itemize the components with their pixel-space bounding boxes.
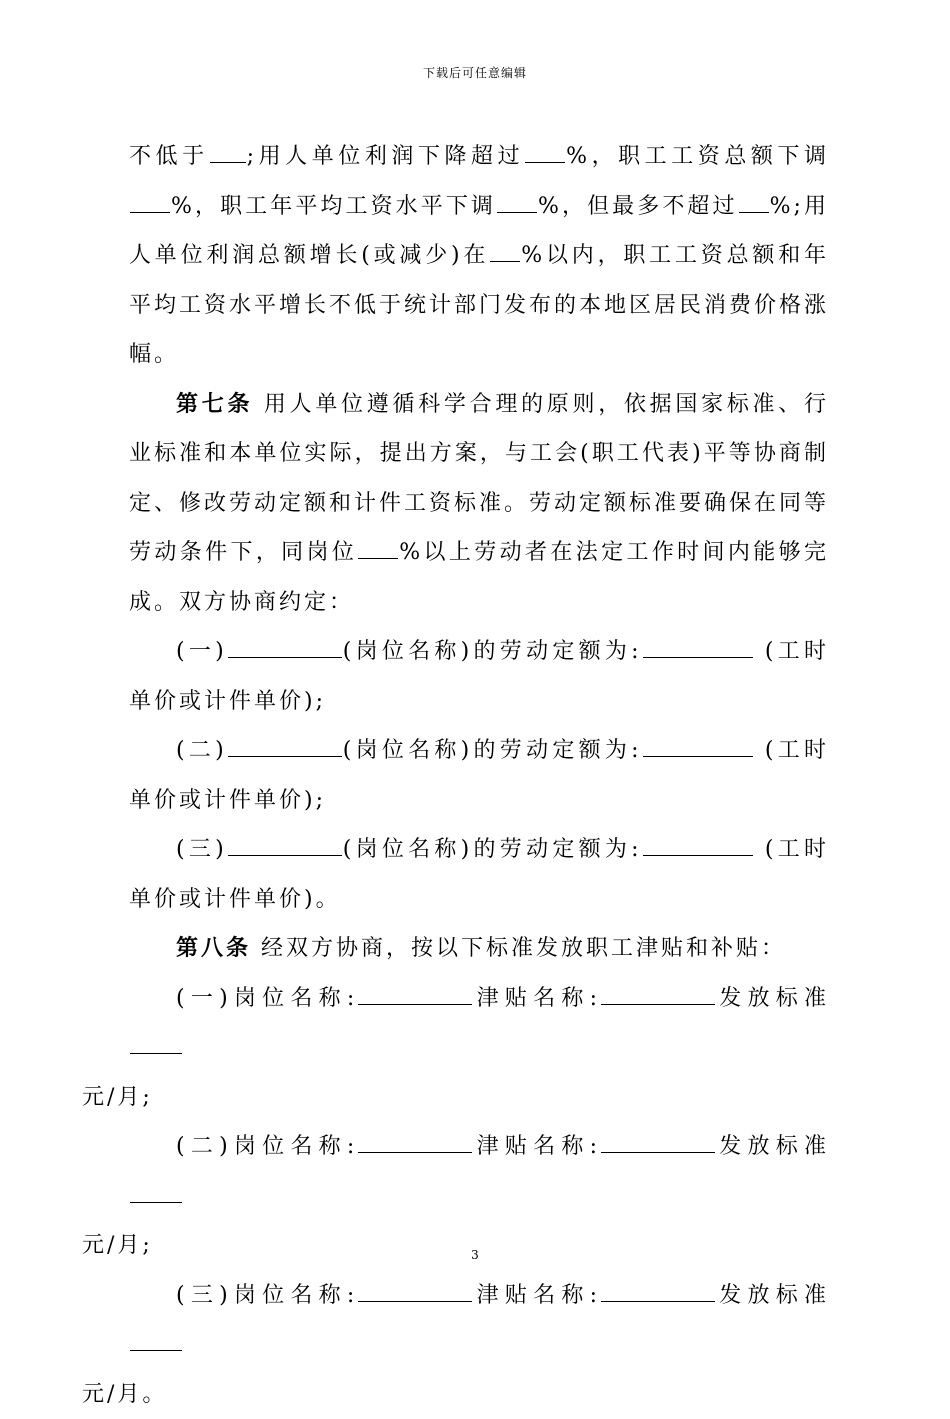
- quota-item-2: [129, 726, 829, 825]
- item-number: (一): [176, 639, 227, 664]
- text-run: 元/月;: [82, 1233, 153, 1258]
- text-run: (岗位名称)的劳动定额为:: [343, 837, 642, 862]
- text-run: (工时单价或计件单价);: [129, 639, 829, 714]
- text-run: ;用人单位利润下降超过: [247, 144, 524, 169]
- text-run: 元/月;: [82, 1085, 153, 1110]
- text-run: %，但最多不超过: [538, 194, 738, 219]
- text-run: (工时单价或计件单价)。: [129, 837, 829, 912]
- blank-field[interactable]: [497, 190, 537, 213]
- text-run: 发放标准: [716, 1134, 829, 1159]
- text-run: 不低于: [129, 144, 209, 169]
- blank-field[interactable]: [358, 1279, 472, 1302]
- blank-field[interactable]: [525, 140, 565, 163]
- text-run: %以上劳动者在法定工作时间内能够完成。双方协商约定：: [129, 540, 829, 615]
- quota-item-1: [129, 627, 829, 726]
- item-number: (二): [176, 738, 227, 763]
- blank-field[interactable]: [358, 1130, 472, 1153]
- text-run: (工时单价或计件单价);: [129, 738, 829, 813]
- blank-field[interactable]: [130, 190, 170, 213]
- article-7-heading: 第七条: [176, 391, 253, 417]
- page-number: 3: [0, 1248, 950, 1262]
- text-run: 岗位名称:: [231, 986, 358, 1011]
- quota-item-3: [129, 825, 829, 924]
- text-run: (岗位名称)的劳动定额为:: [343, 639, 642, 664]
- item-number: (一): [176, 986, 231, 1011]
- blank-field[interactable]: [228, 833, 342, 856]
- blank-field[interactable]: [643, 635, 753, 658]
- text-run: 岗位名称:: [231, 1283, 358, 1308]
- text-run: %，职工工资总额下调: [566, 144, 829, 169]
- article-8: [129, 924, 829, 974]
- blank-field[interactable]: [210, 140, 246, 163]
- text-run: 津贴名称:: [473, 1283, 600, 1308]
- text-run: %以内，职工工资总额和年平均工资水平增长不低于统计部门发布的本地区居民消费价格涨幅。: [129, 243, 829, 367]
- allowance-item-1: [129, 974, 829, 1123]
- blank-field[interactable]: [643, 734, 753, 757]
- blank-field[interactable]: [130, 1180, 182, 1203]
- text-run: 经双方协商，按以下标准发放职工津贴和补贴：: [251, 936, 786, 961]
- blank-field[interactable]: [601, 982, 715, 1005]
- blank-field[interactable]: [601, 1279, 715, 1302]
- blank-field[interactable]: [228, 635, 342, 658]
- paragraph-continuation: [129, 132, 829, 380]
- allowance-item-3: [129, 1271, 829, 1419]
- blank-field[interactable]: [739, 190, 769, 213]
- text-run: 用人单位遵循科学合理的原则，依据国家标准、行业标准和本单位实际，提出方案，与工会(职工代表)平等协商制定、修改劳动定额和计件工资标准。劳动定额标准要确保在同等劳动条件下，同岗位: [129, 392, 829, 566]
- blank-field[interactable]: [130, 1328, 182, 1351]
- article-8-heading: 第八条: [176, 935, 251, 961]
- text-run: 岗位名称:: [231, 1134, 358, 1159]
- blank-field[interactable]: [601, 1130, 715, 1153]
- blank-field[interactable]: [643, 833, 753, 856]
- text-run: %，: [171, 194, 220, 219]
- text-run: 发放标准: [716, 1283, 829, 1308]
- text-run: 元/月。: [82, 1382, 167, 1407]
- text-run: (岗位名称)的劳动定额为:: [343, 738, 642, 763]
- text-run: 发放标准: [716, 986, 829, 1011]
- text-run: 职工年平均工资水平下调: [220, 194, 496, 219]
- text-run: 津贴名称:: [473, 986, 600, 1011]
- article-7: [129, 380, 829, 628]
- page-header: 下载后可任意编辑: [0, 64, 950, 81]
- blank-field[interactable]: [130, 1031, 182, 1054]
- text-run: 津贴名称:: [473, 1134, 600, 1159]
- document-body: [129, 132, 829, 1419]
- blank-field[interactable]: [490, 239, 520, 262]
- item-number: (三): [176, 1283, 231, 1308]
- item-number: (二): [176, 1134, 231, 1159]
- blank-field[interactable]: [228, 734, 342, 757]
- blank-field[interactable]: [358, 536, 398, 559]
- blank-field[interactable]: [358, 982, 472, 1005]
- text-run: %;用人单位利润总额增长(或减少)在: [129, 194, 829, 269]
- item-number: (三): [176, 837, 227, 862]
